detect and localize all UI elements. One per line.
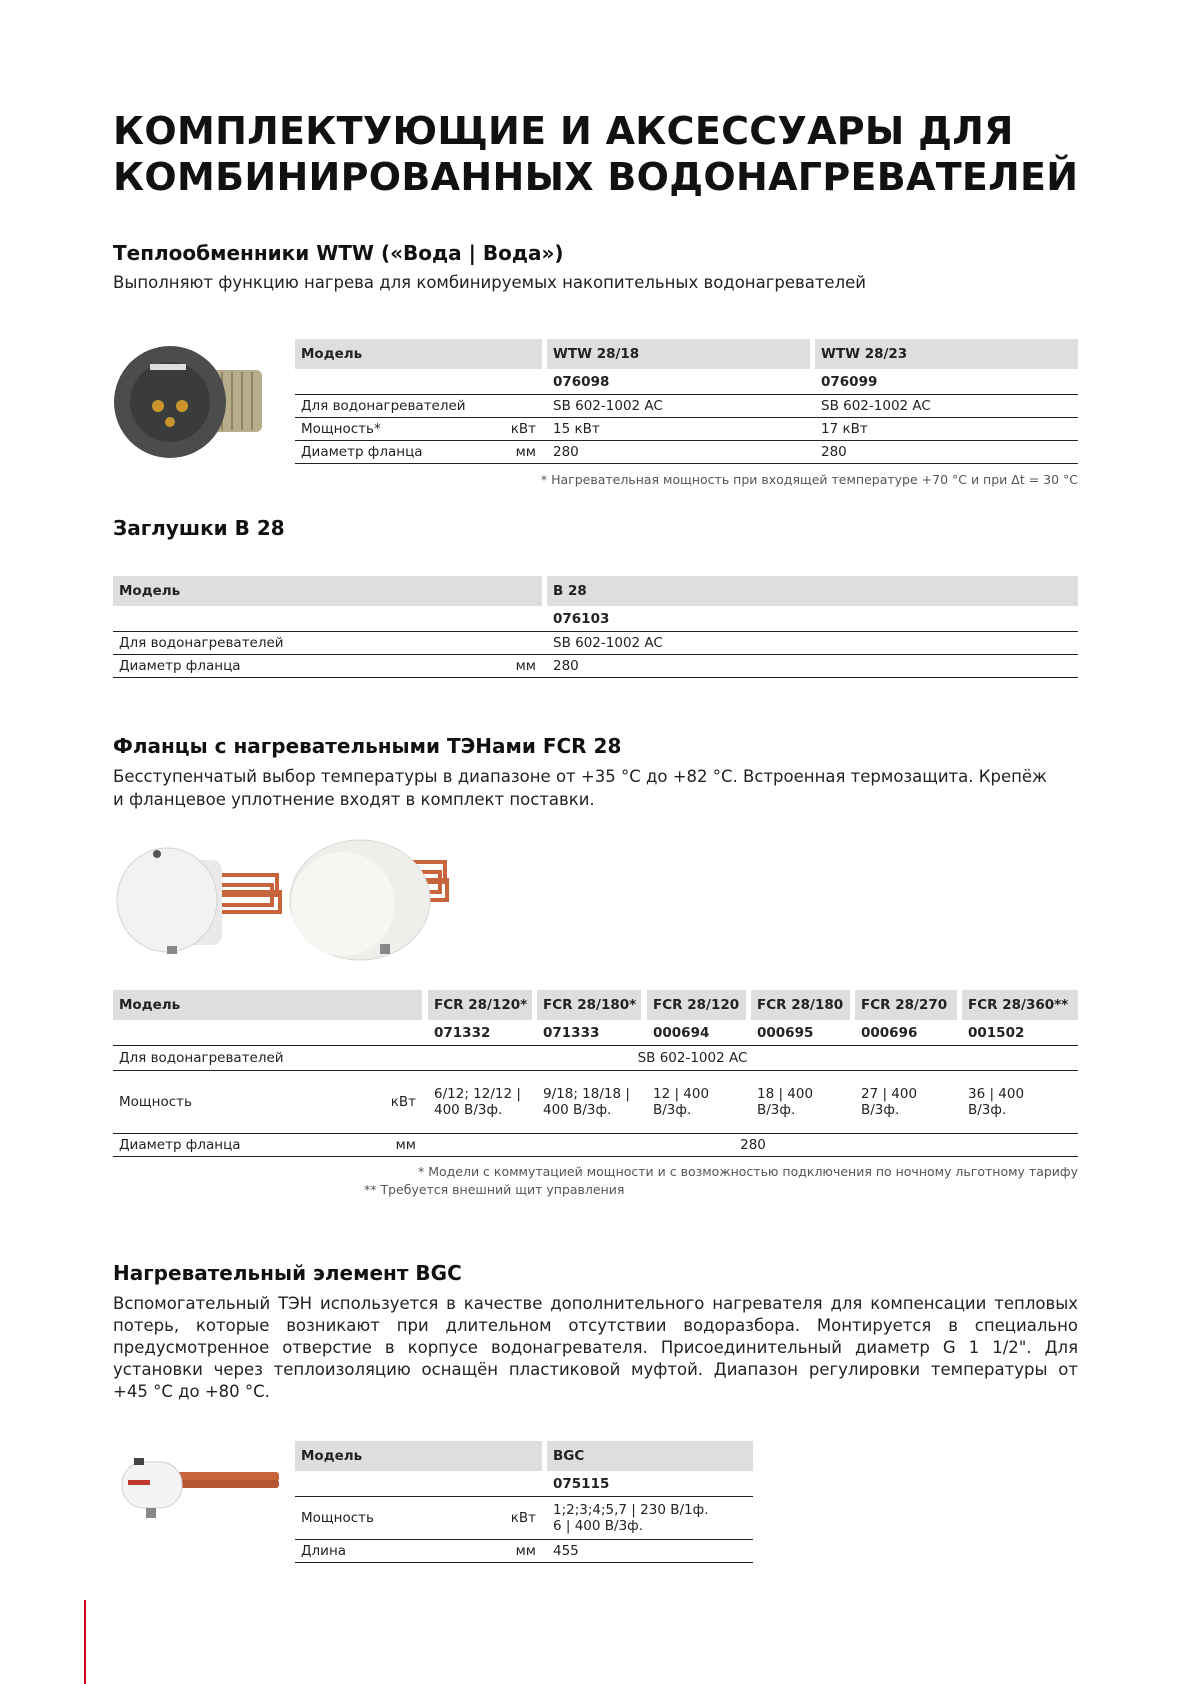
fcr-model-5: FCR 28/270 — [855, 990, 957, 1020]
bgc-model: BGC — [547, 1441, 753, 1471]
fcr-code-6: 001502 — [968, 1024, 1025, 1041]
fcr-model-6: FCR 28/360** — [962, 990, 1078, 1020]
fcr-row-for-label: Для водонагревателей — [119, 1050, 284, 1066]
fcr-row-power-text: Мощность — [119, 1094, 192, 1110]
fcr-row-flange-label — [113, 1134, 422, 1156]
bgc-description-line-3: предусмотренное отверстие в корпусе водонагревателя. Присоединительный диаметр G 1 1/2". Для — [113, 1338, 1078, 1357]
fcr-power-3 — [647, 1071, 746, 1133]
bgc-power — [547, 1497, 753, 1539]
fcr-note-1: * Модели с коммутацией мощности и с возможностью подключения по ночному льготному тарифу — [417, 1164, 1078, 1179]
fcr-power-1-line1: 6/12; 12/12 | — [434, 1086, 521, 1102]
bgc-length-unit: мм — [515, 1543, 536, 1559]
bgc-description-line-5: +45 °C до +80 °C. — [113, 1382, 270, 1401]
fcr-power-1-line2: 400 В/3ф. — [434, 1102, 503, 1118]
fcr-model-1: FCR 28/120* — [428, 990, 532, 1020]
fcr-model-4: FCR 28/180 — [751, 990, 850, 1020]
page-edge-accent-bar — [84, 1600, 86, 1684]
fcr-product-image-2 — [285, 832, 465, 962]
bgc-product-image — [112, 1450, 282, 1530]
fcr-power-unit: кВт — [390, 1094, 416, 1110]
fcr-code-1: 071332 — [434, 1024, 491, 1041]
wtw-power-unit: кВт — [510, 421, 536, 437]
wtw-note: * Нагревательная мощность при входящей температуре +70 °C и при Δt = 30 °C — [540, 472, 1078, 487]
wtw-row-for-label: Для водонагревателей — [301, 398, 466, 414]
wtw-description: Выполняют функцию нагрева для комбинируемых накопительных водонагревателей — [113, 273, 867, 292]
bgc-power-unit: кВт — [510, 1510, 536, 1526]
bgc-length: 455 — [553, 1543, 579, 1559]
fcr-power-4 — [751, 1071, 850, 1133]
bgc-description-line-1: Вспомогательный ТЭН используется в качестве дополнительного нагревателя для компенсации тепловых — [113, 1294, 1078, 1313]
fcr-row-power-label — [113, 1071, 422, 1133]
wtw-flange-1: 280 — [553, 444, 579, 460]
fcr-row-flange-text: Диаметр фланца — [119, 1137, 241, 1153]
wtw-code-1: 076098 — [553, 373, 610, 390]
fcr-flange: 280 — [740, 1137, 766, 1153]
fcr-description-2: и фланцевое уплотнение входят в комплект поставки. — [113, 790, 595, 809]
fcr-power-5 — [855, 1071, 957, 1133]
fcr-model-2: FCR 28/180* — [537, 990, 641, 1020]
fcr-power-3-line2: В/3ф. — [653, 1102, 692, 1118]
fcr-power-1 — [428, 1071, 532, 1133]
bgc-row-power-text: Мощность — [301, 1510, 374, 1526]
fcr-code-4: 000695 — [757, 1024, 814, 1041]
bgc-col-model: Модель — [295, 1441, 542, 1471]
b28-code: 076103 — [553, 610, 610, 627]
wtw-model-2: WTW 28/23 — [815, 339, 1078, 369]
fcr-power-5-line2: В/3ф. — [861, 1102, 900, 1118]
wtw-row-flange-text: Диаметр фланца — [301, 444, 423, 460]
wtw-power-1: 15 кВт — [553, 421, 600, 437]
bgc-row-power-label — [295, 1497, 542, 1539]
wtw-col-model: Модель — [295, 339, 542, 369]
fcr-flange-unit: мм — [395, 1137, 416, 1153]
page-title-line2: КОМБИНИРОВАННЫХ ВОДОНАГРЕВАТЕЛЕЙ — [113, 155, 1079, 199]
fcr-power-6-line1: 36 | 400 — [968, 1086, 1025, 1102]
b28-model: B 28 — [547, 576, 1078, 606]
bgc-description-line-2: потерь, которые возникают при длительном отсутствии водоразбора. Монтируется в специально — [113, 1316, 1078, 1335]
fcr-note-2: ** Требуется внешний щит управления — [364, 1182, 625, 1197]
fcr-code-2: 071333 — [543, 1024, 600, 1041]
fcr-power-2-line1: 9/18; 18/18 | — [543, 1086, 630, 1102]
bgc-description — [113, 1293, 1078, 1403]
bgc-power-line2: 6 | 400 В/3ф. — [553, 1518, 644, 1534]
fcr-code-5: 000696 — [861, 1024, 918, 1041]
bgc-power-line1: 1;2;3;4;5,7 | 230 В/1ф. — [553, 1502, 709, 1518]
wtw-row-flange-label — [295, 441, 542, 463]
wtw-for-1: SB 602-1002 AC — [553, 398, 663, 414]
fcr-power-6 — [962, 1071, 1078, 1133]
fcr-power-5-line1: 27 | 400 — [861, 1086, 918, 1102]
fcr-power-4-line2: В/3ф. — [757, 1102, 796, 1118]
b28-flange-unit: мм — [515, 658, 536, 674]
bgc-description-line-4: установки через теплоизоляцию оснащён пластиковой муфтой. Диапазон регулировки температуры от — [113, 1360, 1078, 1379]
wtw-product-image — [112, 342, 267, 472]
fcr-heading: Фланцы с нагревательными ТЭНами FCR 28 — [113, 734, 622, 758]
wtw-for-2: SB 602-1002 AC — [821, 398, 931, 414]
wtw-flange-unit: мм — [515, 444, 536, 460]
wtw-code-2: 076099 — [821, 373, 878, 390]
page-title — [113, 108, 1113, 200]
b28-for: SB 602-1002 AC — [553, 635, 663, 651]
bgc-row-length-text: Длина — [301, 1543, 347, 1559]
bgc-row-length-label — [295, 1540, 542, 1562]
page-title-line1: КОМПЛЕКТУЮЩИЕ И АКСЕССУАРЫ ДЛЯ — [113, 109, 1014, 153]
b28-row-flange-label — [113, 655, 542, 677]
fcr-for: SB 602-1002 AC — [637, 1050, 748, 1066]
bgc-code: 075115 — [553, 1475, 610, 1492]
fcr-power-2-line2: 400 В/3ф. — [543, 1102, 612, 1118]
fcr-code-3: 000694 — [653, 1024, 710, 1041]
wtw-flange-2: 280 — [821, 444, 847, 460]
fcr-power-6-line2: В/3ф. — [968, 1102, 1007, 1118]
b28-row-flange-text: Диаметр фланца — [119, 658, 241, 674]
b28-col-model: Модель — [113, 576, 542, 606]
bgc-heading: Нагревательный элемент BGC — [113, 1261, 462, 1285]
fcr-description-1: Бесступенчатый выбор температуры в диапазоне от +35 °C до +82 °C. Встроенная термозащита. Крепёж — [113, 767, 1047, 786]
fcr-power-2 — [537, 1071, 641, 1133]
b28-heading: Заглушки B 28 — [113, 516, 285, 540]
fcr-product-image-1 — [112, 840, 292, 960]
wtw-row-power-label — [295, 418, 542, 440]
fcr-power-4-line1: 18 | 400 — [757, 1086, 814, 1102]
b28-row-for-label: Для водонагревателей — [119, 635, 284, 651]
b28-flange: 280 — [553, 658, 579, 674]
fcr-col-model: Модель — [113, 990, 422, 1020]
fcr-power-3-line1: 12 | 400 — [653, 1086, 710, 1102]
fcr-model-3: FCR 28/120 — [647, 990, 746, 1020]
wtw-model-1: WTW 28/18 — [547, 339, 810, 369]
wtw-heading: Теплообменники WTW («Вода | Вода») — [113, 241, 564, 265]
wtw-power-2: 17 кВт — [821, 421, 868, 437]
wtw-row-power-text: Мощность* — [301, 421, 381, 437]
